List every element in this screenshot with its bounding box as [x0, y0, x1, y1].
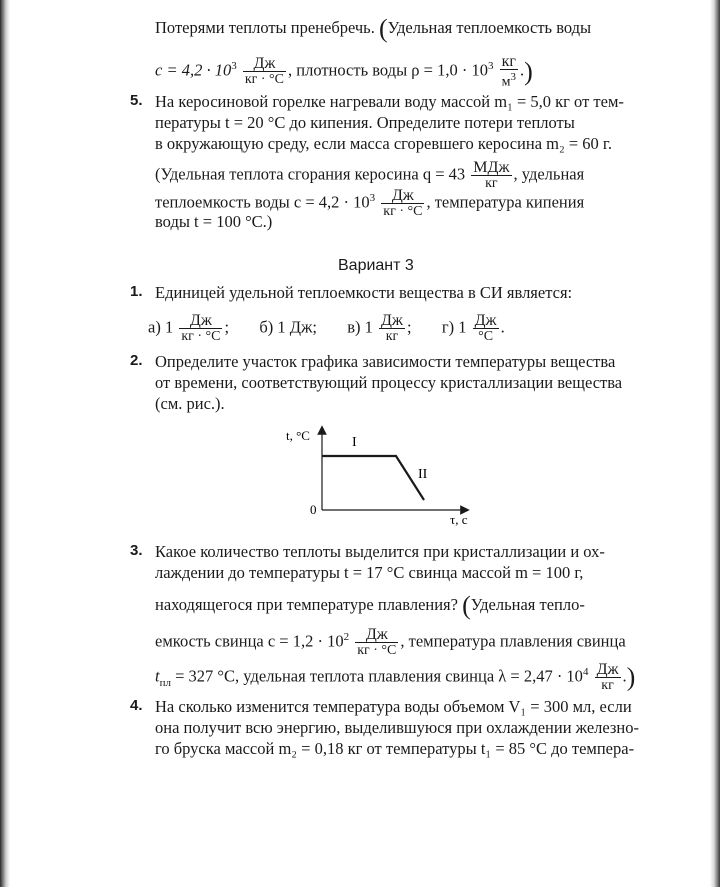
text-line: Определите участок графика зависимости температуры вещества [155, 352, 616, 371]
unit: м [501, 74, 511, 90]
text-line [155, 627, 626, 658]
option-v: в) 1 [347, 317, 373, 337]
text-span: . [622, 666, 627, 686]
exponent: 3 [369, 192, 376, 204]
problem-number: 3. [130, 542, 143, 559]
text-line: от времени, соответствующий процессу кристаллизации вещества [155, 373, 623, 392]
fraction [381, 188, 424, 219]
denominator: кг · °С [181, 329, 221, 344]
text-line [155, 54, 533, 90]
text-span: = 327 °С, удельная теплота плавления свинца λ = 2,47 · 10 [170, 666, 583, 686]
denominator: кг [601, 678, 614, 694]
option-a: а) 1 [148, 317, 174, 337]
text-span: Удельная тепло- [470, 595, 585, 614]
fraction [500, 54, 518, 90]
option-b: б) 1 Дж; [259, 317, 317, 337]
paren-close: ) [524, 56, 533, 86]
exponent: 3 [231, 60, 237, 73]
fraction [243, 56, 286, 87]
segment-label-i: I [352, 435, 357, 450]
text-span: ; [224, 317, 230, 337]
text-span: емкость свинца c = 1,2 · 10 [155, 631, 344, 651]
text-line: На сколько изменится температура воды объемом V₁ = 300 мл, если [155, 697, 632, 716]
exponent: 3 [487, 60, 494, 73]
text-span: воды t = 100 °С.) [155, 212, 273, 231]
text-line [155, 212, 272, 232]
fraction [355, 627, 398, 658]
numerator: Дж [381, 188, 424, 204]
text-line: лаждении до температуры t = 17 °С свинца массой m = 100 г, [155, 563, 584, 582]
text-line: Какое количество теплоты выделится при кристаллизации и ох- [155, 542, 605, 561]
denominator: кг [485, 176, 498, 191]
exponent: 2 [343, 631, 350, 643]
text-span: , температура плавления свинца [400, 631, 626, 651]
denominator: кг · °С [357, 643, 397, 659]
fraction [379, 313, 405, 344]
text-line [155, 14, 592, 44]
problem-number: 1. [130, 283, 143, 300]
origin-label: 0 [310, 502, 317, 517]
paren-close: ) [626, 662, 636, 692]
answer-options [148, 313, 505, 344]
exponent: 4 [582, 666, 589, 678]
numerator: МДж [473, 159, 510, 176]
fraction [471, 160, 511, 191]
text-span: Удельная теплоемкость воды [387, 18, 592, 37]
problem-number: 5. [130, 92, 143, 109]
text-line: На керосиновой горелке нагревали воду массой m₁ = 5,0 кг от тем- [155, 92, 624, 111]
numerator: Дж [243, 56, 286, 72]
text-line: го бруска массой m₂ = 0,18 кг от температуры t₁ = 85 °С до темпера- [155, 739, 635, 758]
page-edge-left [0, 0, 10, 887]
text-span: , температура кипения [426, 192, 585, 212]
numerator: кг [500, 54, 518, 70]
denominator: кг [385, 329, 399, 344]
numerator: Дж [474, 312, 497, 329]
option-g: г) 1 [441, 317, 467, 337]
text-line [155, 591, 585, 621]
y-axis-label: t, °C [286, 428, 310, 443]
denominator [500, 70, 518, 90]
text-line [155, 662, 635, 693]
denominator: °С [478, 329, 494, 344]
text-span: ; [406, 317, 412, 337]
x-axis-label: τ, c [450, 512, 468, 527]
text-span: , плотность воды ρ = 1,0 · 10 [288, 60, 488, 80]
exponent: 3 [510, 71, 516, 83]
text-line [155, 160, 584, 191]
text-span: . [500, 317, 505, 337]
fraction [473, 313, 499, 344]
section-heading: Вариант 3 [338, 257, 414, 274]
fraction [179, 313, 222, 344]
graph-curve [322, 456, 424, 500]
denominator: кг · °С [244, 72, 284, 88]
paren-open: ( [462, 591, 471, 621]
text-line: в окружающую среду, если масса сгоревшего керосина m₂ = 60 г. [155, 134, 612, 153]
text-line: пературы t = 20 °С до кипения. Определите потери теплоты [155, 113, 575, 132]
numerator: Дж [596, 661, 619, 679]
text-line: Единицей удельной теплоемкости вещества в СИ является: [155, 283, 573, 302]
temperature-graph [280, 422, 480, 532]
text-span: . [519, 60, 525, 80]
problem-number: 4. [130, 697, 143, 714]
segment-label-ii: II [418, 467, 428, 482]
denominator: кг · °С [383, 204, 423, 220]
subscript: пл [159, 676, 171, 689]
numerator: Дж [381, 312, 403, 329]
text-span: теплоемкость воды c = 4,2 · 10 [155, 192, 370, 212]
text-line: (см. рис.). [155, 394, 225, 413]
paren-open: ( [378, 14, 388, 44]
fraction [595, 662, 621, 693]
numerator: Дж [355, 627, 398, 643]
page-edge-right [710, 0, 720, 887]
numerator: Дж [179, 313, 222, 329]
text-line: она получит всю энергию, выделившуюся при охлаждении железно- [155, 718, 640, 737]
text-span: Потерями теплоты пренебречь. [155, 18, 375, 37]
formula-text: c = 4,2 · 10 [155, 60, 232, 80]
text-span: , удельная [513, 164, 585, 184]
text-span: (Удельная теплота сгорания керосина q = 43 [155, 164, 466, 184]
problem-number: 2. [130, 352, 143, 369]
text-span: находящегося при температуре плавления? [155, 595, 458, 614]
formula-text: t [155, 666, 160, 686]
